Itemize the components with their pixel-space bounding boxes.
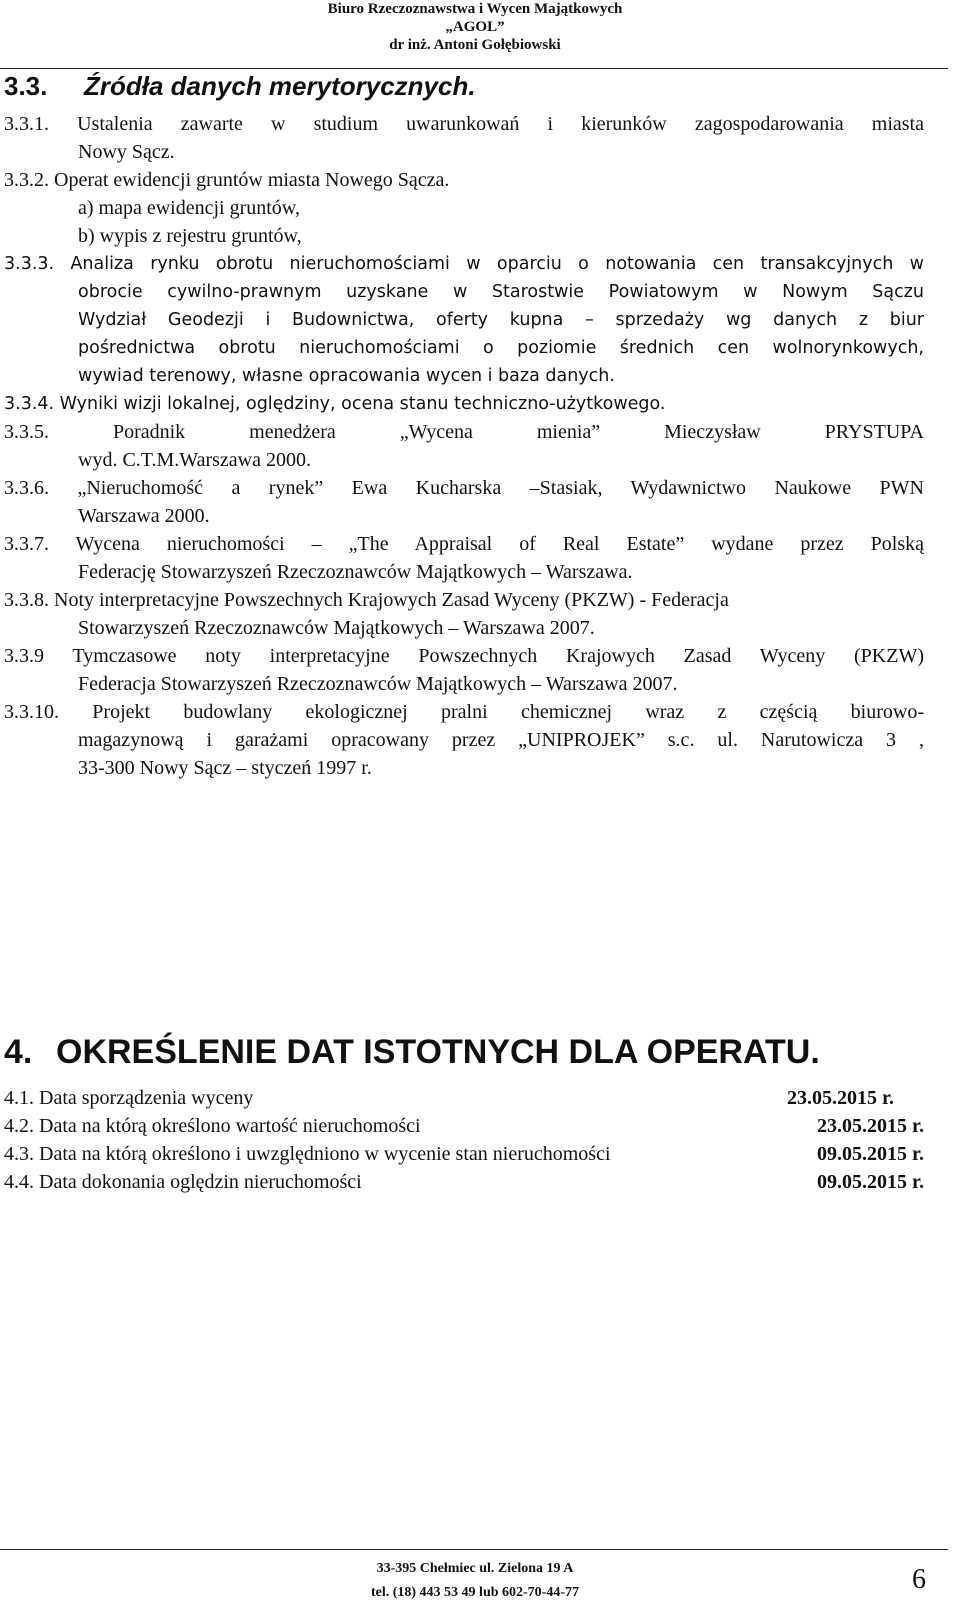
footer-divider bbox=[0, 1549, 948, 1550]
list-item-3-3-3-cont2: Wydział Geodezji i Budownictwa, oferty kupna – sprzedaży wg danych z biur bbox=[78, 310, 924, 330]
list-item-3-3-8-cont: Stowarzyszeń Rzeczoznawców Majątkowych – Warszawa 2007. bbox=[78, 617, 595, 639]
section-heading-3-3 bbox=[4, 68, 476, 104]
list-item-3-3-2-a: a) mapa ewidencji gruntów, bbox=[78, 197, 300, 219]
list-item-3-3-2-b: b) wypis z rejestru gruntów, bbox=[78, 225, 302, 247]
list-item-3-3-8: 3.3.8. Noty interpretacyjne Powszechnych Krajowych Zasad Wyceny (PKZW) - Federacja bbox=[4, 589, 729, 611]
date-label: 4.1. Data sporządzenia wyceny bbox=[4, 1087, 254, 1109]
footer-phone: tel. (18) 443 53 49 lub 602-70-44-77 bbox=[370, 1585, 580, 1600]
page-number: 6 bbox=[912, 1564, 926, 1595]
list-item-3-3-3-cont4: wywiad terenowy, własne opracowania wycen i baza danych. bbox=[78, 366, 615, 386]
header-company: Biuro Rzeczoznawstwa i Wycen Majątkowych bbox=[327, 1, 623, 17]
list-item-3-3-7-cont: Federację Stowarzyszeń Rzeczoznawców Majątkowych – Warszawa. bbox=[78, 561, 633, 583]
list-item-3-3-5: 3.3.5. Poradnik menedżera „Wycena mienia” Mieczysław PRYSTUPA bbox=[4, 421, 924, 443]
list-item-3-3-10-cont2: 33-300 Nowy Sącz – styczeń 1997 r. bbox=[78, 757, 372, 779]
date-value: 09.05.2015 r. bbox=[816, 1143, 924, 1165]
section-number: 3.3. bbox=[4, 71, 48, 101]
date-label: 4.3. Data na którą określono i uwzględniono w wycenie stan nieruchomości bbox=[4, 1143, 611, 1165]
list-item-3-3-9-cont: Federacja Stowarzyszeń Rzeczoznawców Majątkowych – Warszawa 2007. bbox=[78, 673, 678, 695]
section-heading-4 bbox=[4, 1030, 820, 1074]
list-item-3-3-6-cont: Warszawa 2000. bbox=[78, 505, 210, 527]
page-footer bbox=[300, 1557, 650, 1605]
list-item-3-3-7: 3.3.7. Wycena nieruchomości – „The Appraisal of Real Estate” wydane przez Polską bbox=[4, 533, 924, 555]
date-value: 09.05.2015 r. bbox=[816, 1171, 924, 1193]
date-value: 23.05.2015 r. bbox=[816, 1115, 924, 1137]
footer-address: 33-395 Chełmiec ul. Zielona 19 A bbox=[376, 1561, 574, 1576]
list-item-3-3-3-cont1: obrocie cywilno-prawnym uzyskane w Starostwie Powiatowym w Nowym Sączu bbox=[78, 282, 924, 302]
date-label: 4.2. Data na którą określono wartość nieruchomości bbox=[4, 1115, 421, 1137]
date-value: 23.05.2015 r. bbox=[786, 1087, 894, 1109]
list-item-3-3-4: 3.3.4. Wyniki wizji lokalnej, oględziny, ocena stanu techniczno-użytkowego. bbox=[4, 394, 666, 414]
list-item-3-3-3: 3.3.3. Analiza rynku obrotu nieruchomościami w oparciu o notowania cen transakcyjnych w bbox=[4, 254, 924, 274]
list-item-3-3-2: 3.3.2. Operat ewidencji gruntów miasta Nowego Sącza. bbox=[4, 169, 450, 191]
date-label: 4.4. Data dokonania oględzin nieruchomości bbox=[4, 1171, 362, 1193]
list-item-3-3-10: 3.3.10. Projekt budowlany ekologicznej pralni chemicznej wraz z częścią biurowo- bbox=[4, 701, 924, 723]
list-item-3-3-9: 3.3.9 Tymczasowe noty interpretacyjne Powszechnych Krajowych Zasad Wyceny (PKZW) bbox=[4, 645, 924, 667]
section-title: Źródła danych merytorycznych. bbox=[84, 71, 476, 101]
list-item-3-3-5-cont: wyd. C.T.M.Warszawa 2000. bbox=[78, 449, 311, 471]
section-title: OKREŚLENIE DAT ISTOTNYCH DLA OPERATU. bbox=[56, 1033, 820, 1071]
list-item-3-3-1: 3.3.1. Ustalenia zawarte w studium uwarunkowań i kierunków zagospodarowania miasta bbox=[4, 113, 924, 135]
list-item-3-3-6: 3.3.6. „Nieruchomość a rynek” Ewa Kucharska –Stasiak, Wydawnictwo Naukowe PWN bbox=[4, 477, 924, 499]
list-item-3-3-3-cont3: pośrednictwa obrotu nieruchomościami o poziomie średnich cen wolnorynkowych, bbox=[78, 338, 924, 358]
header-author: dr inż. Antoni Gołębiowski bbox=[389, 37, 561, 53]
header-brand: „AGOL” bbox=[445, 19, 505, 35]
list-item-3-3-10-cont1: magazynową i garażami opracowany przez „UNIPROJEK” s.c. ul. Narutowicza 3 , bbox=[78, 729, 924, 751]
section-number: 4. bbox=[4, 1033, 33, 1071]
page-header bbox=[300, 0, 650, 54]
list-item-3-3-1-cont: Nowy Sącz. bbox=[78, 141, 175, 163]
